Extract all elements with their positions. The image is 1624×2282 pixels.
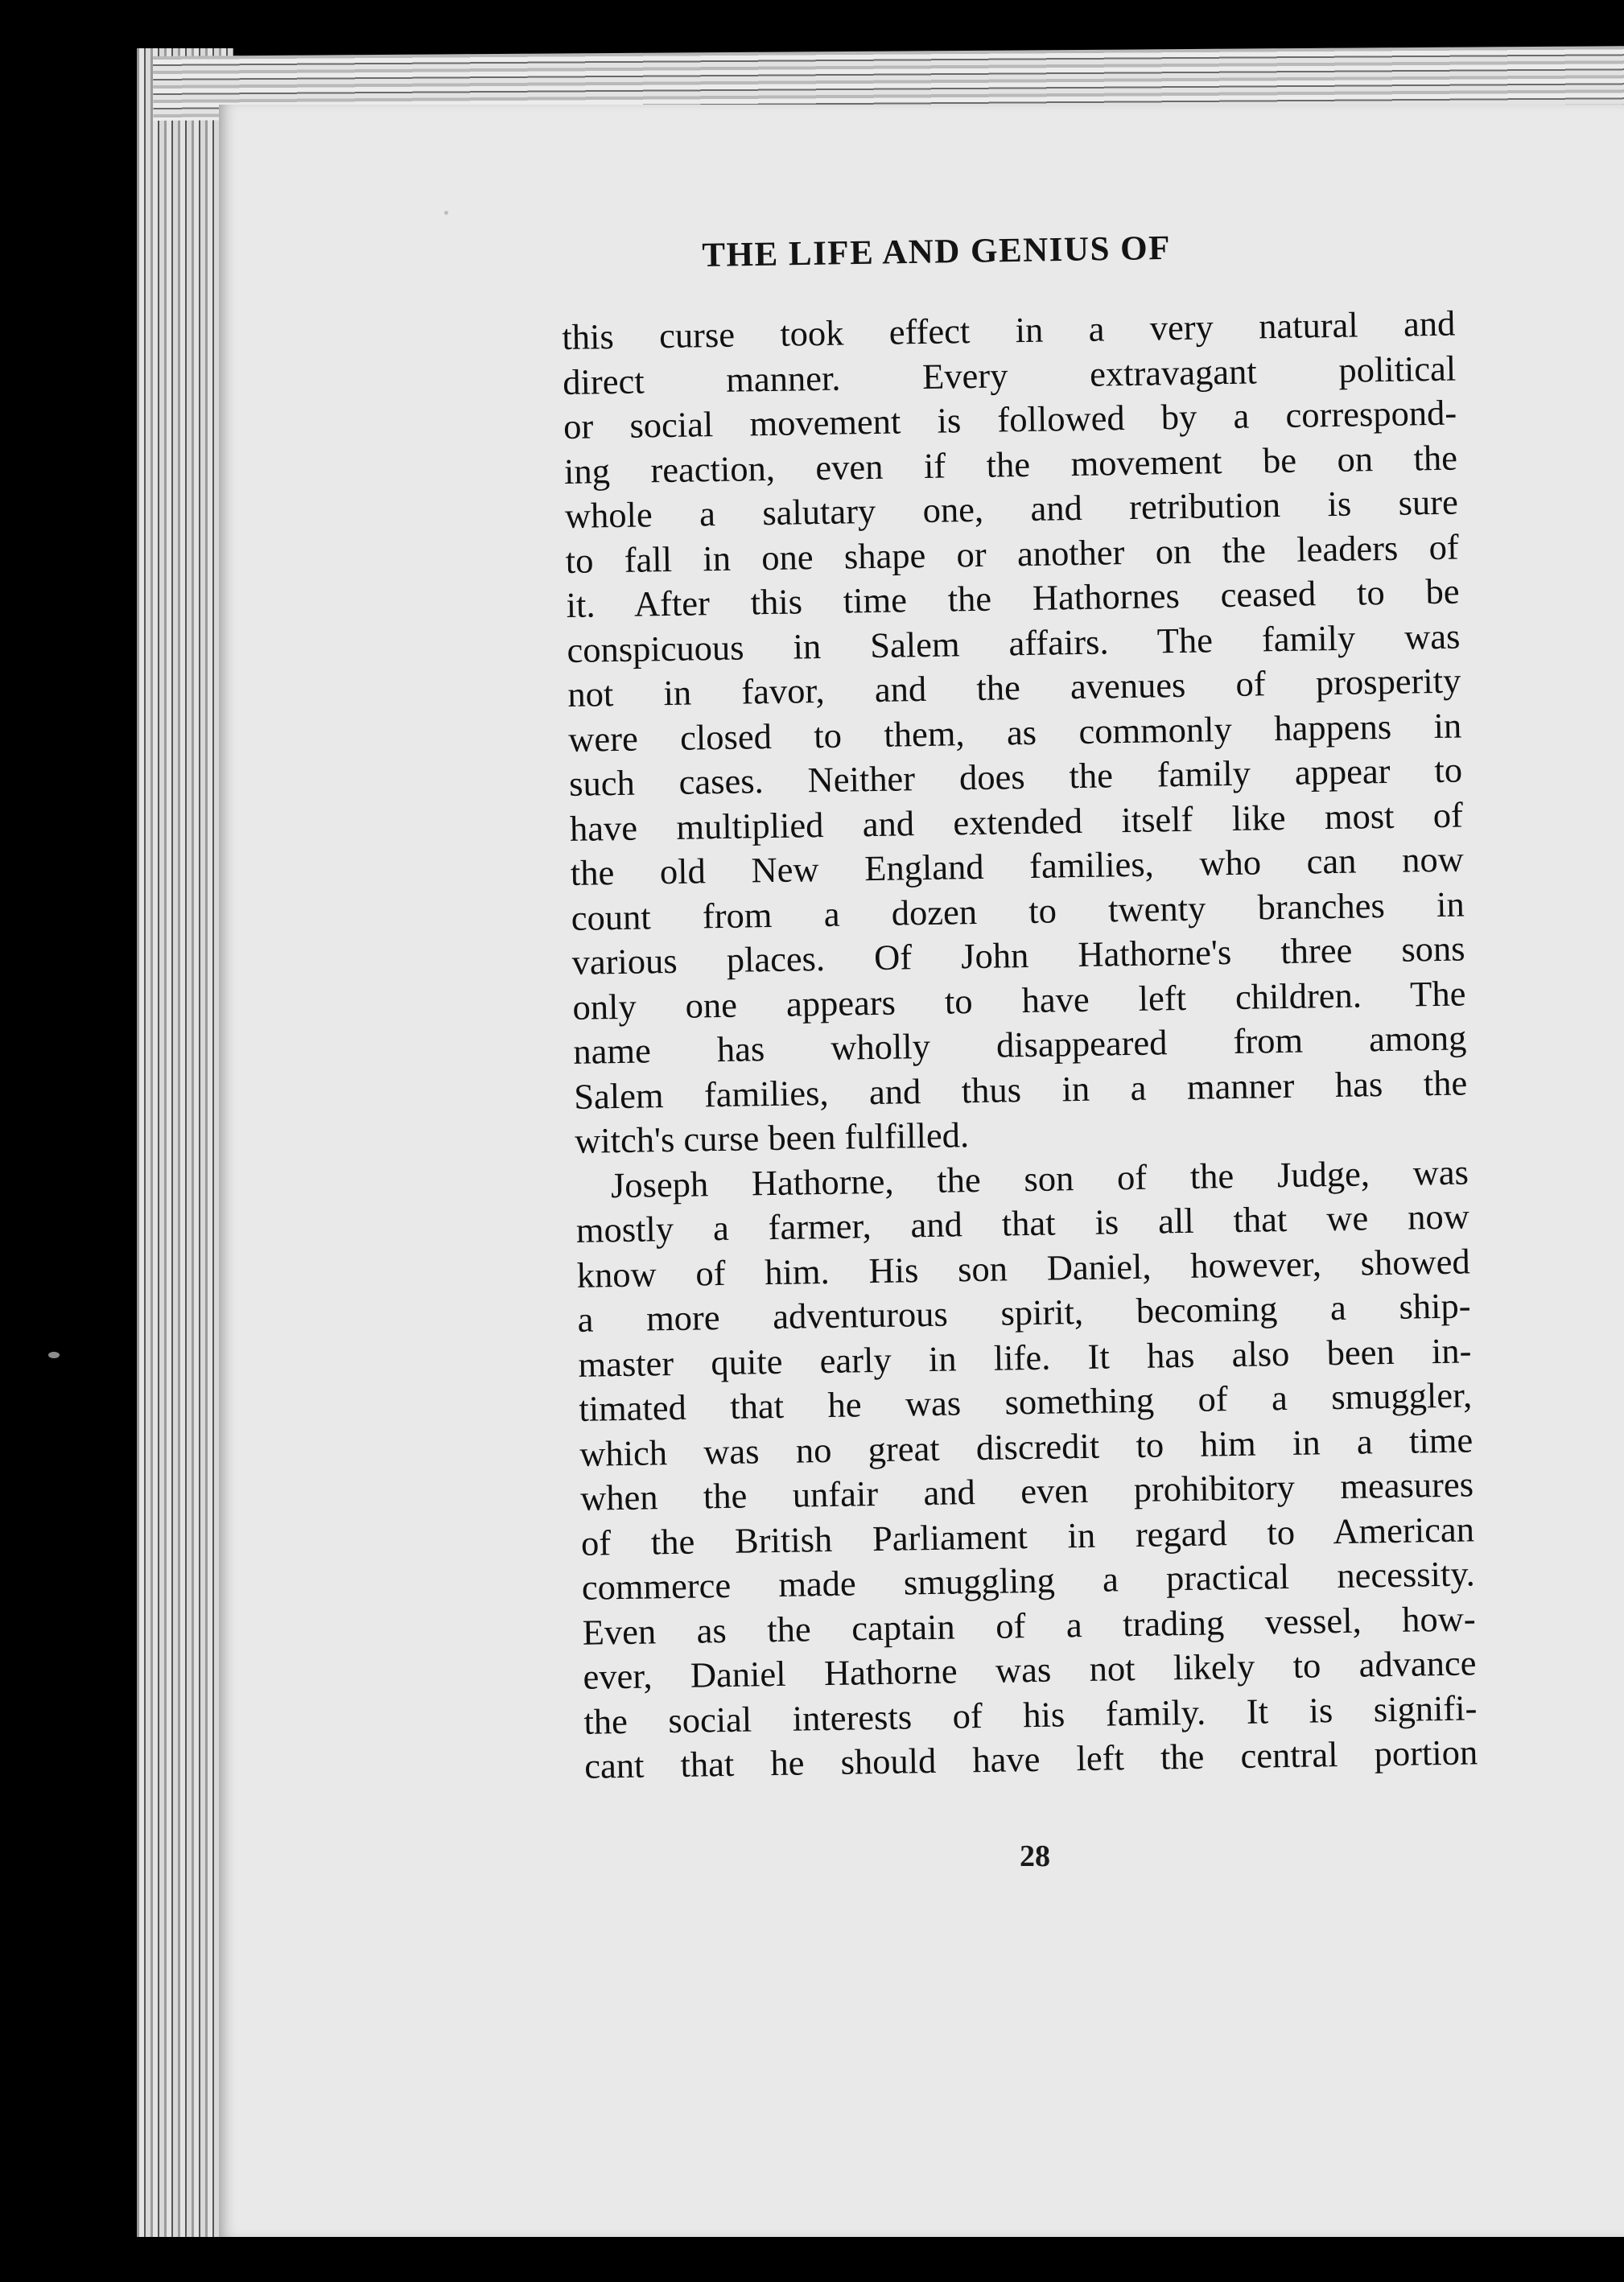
text-line: which was no great discredit to him in a time — [579, 1419, 1474, 1474]
text-line: mostly a farmer, and that is all that we now — [575, 1196, 1470, 1250]
text-line: the old New England families, who can now — [570, 838, 1465, 893]
text-line: direct manner. Every extravagant political — [562, 348, 1457, 402]
text-line: various places. Of John Hathorne's three sons — [571, 928, 1465, 982]
text-line: whole a salutary one, and retribution is sure — [564, 481, 1459, 536]
text-line: master quite early in life. It has also been in- — [578, 1329, 1472, 1385]
text-line: this curse took effect in a very natural and — [562, 303, 1456, 357]
text-line: or social movement is followed by a correspond- — [563, 392, 1457, 447]
text-line: not in favor, and the avenues of prosperity — [567, 660, 1461, 715]
text-line: cant that he should have left the central portion — [583, 1732, 1478, 1786]
text-line-paragraph-end: witch's curse been fulfilled. — [574, 1114, 970, 1161]
text-line: timated that he was something of a smuggler, — [578, 1374, 1473, 1429]
text-line: name has wholly disappeared from among — [572, 1017, 1467, 1072]
text-line: such cases. Neither does the family appear to — [568, 749, 1463, 804]
text-line: only one appears to have left children. The — [572, 972, 1466, 1028]
text-line: to fall in one shape or another on the leaders of — [565, 526, 1460, 581]
body-text — [562, 302, 1478, 1790]
text-line: it. After this time the Hathornes ceased to be — [566, 570, 1460, 625]
text-line: commerce made smuggling a practical necessity. — [581, 1553, 1476, 1608]
text-line: the social interests of his family. It is signifi- — [583, 1687, 1478, 1742]
text-line: count from a dozen to twenty branches in — [571, 883, 1465, 938]
page-number: 28 — [1020, 1839, 1050, 1873]
text-line: have multiplied and extended itself like most of — [569, 793, 1464, 849]
text-line-paragraph-start: Joseph Hathorne, the son of the Judge, was — [610, 1151, 1469, 1205]
text-line: Salem families, and thus in a manner has the — [573, 1061, 1468, 1117]
text-line: ing reaction, even if the movement be on the — [563, 437, 1458, 492]
text-line: were closed to them, as commonly happens in — [567, 705, 1462, 760]
running-head: THE LIFE AND GENIUS OF — [702, 229, 1172, 274]
dust-speck — [444, 211, 448, 215]
text-line: a more adventurous spirit, becoming a ship- — [577, 1285, 1471, 1340]
dust-speck — [48, 1352, 60, 1358]
text-line: conspicuous in Salem affairs. The family was — [567, 616, 1461, 670]
text-line: ever, Daniel Hathorne was not likely to advance — [583, 1642, 1477, 1697]
text-line: of the British Parliament in regard to American — [580, 1508, 1475, 1563]
text-line: Even as the captain of a trading vessel, how- — [582, 1597, 1476, 1653]
text-line: know of him. His son Daniel, however, showed — [576, 1240, 1470, 1295]
text-line: when the unfair and even prohibitory measures — [579, 1464, 1474, 1518]
